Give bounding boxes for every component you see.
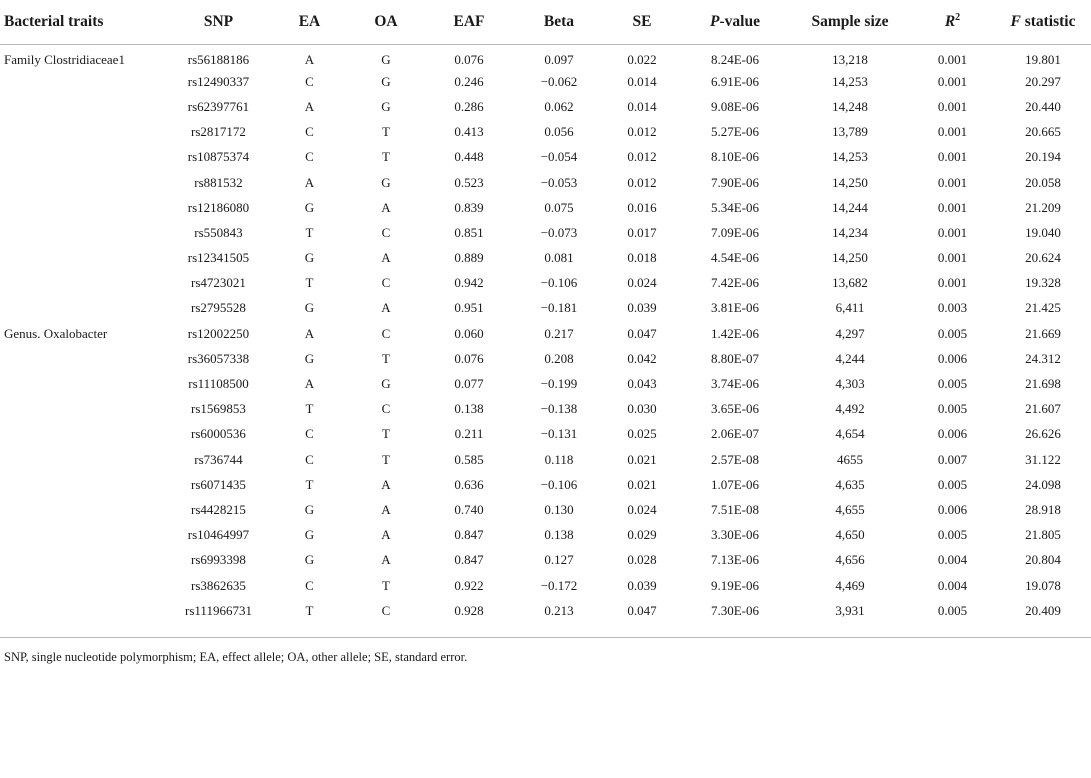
- cell-se: 0.021: [627, 476, 657, 492]
- cell-beta: −0.138: [540, 401, 578, 417]
- cell-beta: −0.181: [540, 300, 578, 316]
- cell-sample-size: 14,253: [832, 149, 868, 165]
- cell-eaf: 0.060: [454, 325, 484, 341]
- cell-p-value: 8.10E-06: [710, 149, 760, 165]
- cell-f-statistic: 20.194: [1025, 149, 1061, 165]
- cell-other-allele: A: [381, 300, 391, 316]
- table-row: [0, 195, 1091, 220]
- cell-se: 0.016: [627, 199, 657, 215]
- header-snp: SNP: [166, 0, 271, 44]
- cell-f-statistic: 21.805: [1025, 527, 1061, 543]
- cell-bacterial-trait: [0, 145, 166, 170]
- cell-sample-size: 4,303: [835, 376, 865, 392]
- cell-snp: rs56188186: [187, 51, 250, 67]
- cell-effect-allele: G: [304, 199, 315, 215]
- cell-eaf: 0.847: [454, 527, 484, 543]
- cell-se: 0.017: [627, 224, 657, 240]
- cell-beta: −0.172: [540, 577, 578, 593]
- table-row: [0, 296, 1091, 321]
- table-row: [0, 120, 1091, 145]
- table-row: [0, 321, 1091, 346]
- cell-r-squared: 0.005: [937, 325, 968, 341]
- cell-r-squared: 0.006: [937, 501, 968, 517]
- cell-beta: 0.056: [544, 124, 574, 140]
- cell-r-squared: 0.001: [937, 174, 968, 190]
- cell-effect-allele: T: [305, 602, 314, 618]
- cell-se: 0.024: [627, 501, 657, 517]
- cell-bacterial-trait: [0, 246, 166, 271]
- cell-effect-allele: G: [304, 527, 315, 543]
- cell-snp: rs6071435: [191, 476, 246, 492]
- cell-sample-size: 4,650: [835, 527, 865, 543]
- table-row: [0, 44, 1091, 69]
- header-bacterial-traits: Bacterial traits: [0, 0, 166, 44]
- cell-effect-allele: C: [305, 451, 314, 467]
- cell-r-squared: 0.006: [937, 426, 968, 442]
- cell-bacterial-trait: [0, 397, 166, 422]
- cell-snp: rs111966731: [185, 602, 252, 618]
- cell-snp: rs3862635: [191, 577, 246, 593]
- cell-eaf: 0.286: [454, 98, 484, 114]
- cell-effect-allele: C: [305, 124, 314, 140]
- cell-f-statistic: 20.297: [1025, 73, 1061, 89]
- cell-eaf: 0.523: [454, 174, 484, 190]
- cell-f-statistic: 31.122: [1025, 451, 1061, 467]
- header-sample-size: Sample size: [790, 0, 910, 44]
- cell-se: 0.014: [627, 98, 657, 114]
- cell-bacterial-trait: [0, 548, 166, 573]
- cell-effect-allele: C: [305, 149, 314, 165]
- cell-beta: −0.062: [540, 73, 578, 89]
- cell-eaf: 0.138: [454, 401, 484, 417]
- cell-snp: rs11108500: [188, 376, 249, 392]
- cell-effect-allele: T: [305, 224, 314, 240]
- cell-snp: rs550843: [194, 224, 243, 240]
- cell-r-squared: 0.005: [937, 527, 968, 543]
- cell-bacterial-trait: Family Clostridiaceae1: [4, 51, 125, 67]
- cell-other-allele: T: [382, 124, 390, 140]
- header-r-sup: 2: [955, 12, 961, 24]
- cell-eaf: 0.922: [454, 577, 484, 593]
- cell-se: 0.029: [627, 527, 657, 543]
- cell-p-value: 4.54E-06: [710, 250, 760, 266]
- cell-beta: −0.199: [540, 376, 578, 392]
- cell-p-value: 2.57E-08: [710, 451, 760, 467]
- cell-eaf: 0.740: [454, 501, 484, 517]
- cell-snp: rs12002250: [187, 325, 250, 341]
- cell-beta: −0.106: [540, 275, 578, 291]
- cell-snp: rs10875374: [187, 149, 250, 165]
- cell-eaf: 0.951: [454, 300, 484, 316]
- cell-other-allele: G: [381, 174, 391, 190]
- cell-bacterial-trait: [0, 94, 166, 119]
- cell-snp: rs10464997: [187, 527, 250, 543]
- cell-p-value: 6.91E-06: [710, 73, 760, 89]
- cell-r-squared: 0.005: [937, 476, 968, 492]
- cell-p-value: 7.90E-06: [710, 174, 760, 190]
- cell-f-statistic: 24.312: [1025, 350, 1061, 366]
- cell-snp: rs881532: [194, 174, 243, 190]
- cell-f-statistic: 20.624: [1025, 250, 1061, 266]
- cell-se: 0.047: [627, 602, 657, 618]
- cell-snp: rs736744: [194, 451, 243, 467]
- cell-other-allele: T: [382, 451, 390, 467]
- cell-p-value: 7.42E-06: [710, 275, 760, 291]
- cell-sample-size: 13,218: [832, 51, 868, 67]
- cell-snp: rs6993398: [191, 552, 246, 568]
- cell-other-allele: T: [382, 149, 390, 165]
- cell-effect-allele: G: [304, 300, 315, 316]
- cell-bacterial-trait: [0, 371, 166, 396]
- cell-beta: 0.130: [544, 501, 574, 517]
- cell-snp: rs6000536: [191, 426, 246, 442]
- cell-sample-size: 3,931: [835, 602, 865, 618]
- table-row: [0, 523, 1091, 548]
- cell-p-value: 7.13E-06: [710, 552, 760, 568]
- cell-effect-allele: A: [304, 376, 315, 392]
- header-p-value: [680, 0, 790, 44]
- cell-beta: −0.053: [540, 174, 578, 190]
- table-row: [0, 69, 1091, 94]
- cell-eaf: 0.942: [454, 275, 484, 291]
- cell-p-value: 5.34E-06: [710, 199, 760, 215]
- cell-bacterial-trait: Genus. Oxalobacter: [4, 325, 108, 341]
- cell-sample-size: 4,654: [835, 426, 865, 442]
- table-row: [0, 472, 1091, 497]
- cell-beta: 0.075: [544, 199, 574, 215]
- cell-eaf: 0.448: [454, 149, 484, 165]
- cell-effect-allele: T: [305, 275, 314, 291]
- cell-se: 0.018: [627, 250, 657, 266]
- cell-other-allele: C: [381, 602, 391, 618]
- table-row: [0, 371, 1091, 396]
- cell-sample-size: 4655: [837, 451, 863, 467]
- cell-se: 0.042: [627, 350, 657, 366]
- cell-p-value: 8.24E-06: [710, 51, 760, 67]
- header-r-squared: [910, 0, 995, 44]
- cell-effect-allele: C: [305, 426, 314, 442]
- cell-eaf: 0.928: [454, 602, 484, 618]
- cell-se: 0.014: [627, 73, 657, 89]
- cell-r-squared: 0.001: [937, 51, 968, 67]
- cell-bacterial-trait: [0, 195, 166, 220]
- cell-r-squared: 0.006: [937, 350, 968, 366]
- cell-p-value: 3.30E-06: [710, 527, 760, 543]
- cell-eaf: 0.246: [454, 73, 484, 89]
- cell-r-squared: 0.001: [937, 149, 968, 165]
- table-row: [0, 573, 1091, 598]
- cell-effect-allele: G: [304, 350, 315, 366]
- cell-f-statistic: 19.801: [1025, 51, 1061, 67]
- cell-f-statistic: 21.425: [1025, 300, 1061, 316]
- cell-f-statistic: 20.058: [1025, 174, 1061, 190]
- cell-bacterial-trait: [0, 170, 166, 195]
- header-f-italic: F: [1010, 12, 1021, 30]
- cell-p-value: 5.27E-06: [710, 124, 760, 140]
- table-row: [0, 220, 1091, 245]
- header-row: [0, 0, 1091, 44]
- cell-beta: −0.106: [540, 476, 578, 492]
- cell-sample-size: 14,234: [832, 224, 868, 240]
- cell-bacterial-trait: [0, 120, 166, 145]
- cell-p-value: 8.80E-07: [710, 350, 760, 366]
- cell-other-allele: T: [382, 577, 390, 593]
- cell-other-allele: C: [381, 224, 391, 240]
- cell-se: 0.039: [627, 577, 657, 593]
- cell-beta: 0.138: [544, 527, 574, 543]
- cell-other-allele: C: [381, 401, 391, 417]
- table-row: [0, 422, 1091, 447]
- cell-f-statistic: 21.669: [1025, 325, 1061, 341]
- cell-sample-size: 4,492: [835, 401, 865, 417]
- cell-beta: 0.217: [544, 325, 574, 341]
- cell-effect-allele: C: [305, 73, 314, 89]
- cell-effect-allele: G: [304, 250, 315, 266]
- cell-bacterial-trait: [0, 523, 166, 548]
- cell-r-squared: 0.007: [937, 451, 968, 467]
- header-f-rest: statistic: [1020, 12, 1076, 30]
- table-row: [0, 346, 1091, 371]
- cell-sample-size: 4,469: [835, 577, 865, 593]
- cell-sample-size: 14,244: [832, 199, 868, 215]
- header-p-italic: P: [710, 12, 720, 30]
- cell-snp: rs36057338: [187, 350, 250, 366]
- header-r-italic: R: [944, 13, 956, 31]
- cell-p-value: 9.19E-06: [710, 577, 760, 593]
- cell-bacterial-trait: [0, 296, 166, 321]
- cell-other-allele: A: [381, 199, 391, 215]
- cell-beta: −0.131: [540, 426, 578, 442]
- cell-bacterial-trait: [0, 271, 166, 296]
- cell-r-squared: 0.005: [937, 602, 968, 618]
- cell-f-statistic: 20.665: [1025, 124, 1061, 140]
- cell-eaf: 0.076: [454, 350, 484, 366]
- cell-f-statistic: 24.098: [1025, 476, 1061, 492]
- cell-p-value: 3.74E-06: [710, 376, 760, 392]
- cell-beta: 0.213: [544, 602, 574, 618]
- cell-bacterial-trait: [0, 573, 166, 598]
- cell-sample-size: 14,250: [832, 250, 868, 266]
- cell-bacterial-trait: [0, 447, 166, 472]
- cell-se: 0.025: [627, 426, 657, 442]
- table-row: [0, 145, 1091, 170]
- cell-effect-allele: T: [305, 401, 314, 417]
- table-row: [0, 497, 1091, 522]
- cell-other-allele: G: [381, 73, 391, 89]
- cell-sample-size: 4,655: [835, 501, 865, 517]
- cell-other-allele: A: [381, 527, 391, 543]
- cell-other-allele: A: [381, 250, 391, 266]
- cell-se: 0.012: [627, 124, 657, 140]
- cell-other-allele: T: [382, 426, 390, 442]
- header-oa: OA: [348, 0, 424, 44]
- header-f-statistic: [995, 0, 1091, 44]
- cell-sample-size: 13,682: [832, 275, 868, 291]
- cell-beta: −0.073: [540, 224, 578, 240]
- cell-f-statistic: 19.040: [1025, 224, 1061, 240]
- cell-effect-allele: A: [304, 325, 315, 341]
- cell-eaf: 0.077: [454, 376, 484, 392]
- cell-p-value: 1.07E-06: [710, 476, 760, 492]
- header-p-rest: -value: [719, 12, 760, 30]
- cell-sample-size: 4,297: [835, 325, 865, 341]
- cell-beta: 0.081: [544, 250, 574, 266]
- cell-f-statistic: 20.440: [1025, 98, 1061, 114]
- table-row: [0, 397, 1091, 422]
- cell-effect-allele: A: [304, 51, 315, 67]
- cell-eaf: 0.851: [454, 224, 484, 240]
- cell-p-value: 1.42E-06: [710, 325, 760, 341]
- table-body: [0, 44, 1091, 623]
- cell-p-value: 3.65E-06: [710, 401, 760, 417]
- cell-eaf: 0.636: [454, 476, 484, 492]
- cell-r-squared: 0.004: [937, 552, 968, 568]
- cell-effect-allele: T: [305, 476, 314, 492]
- cell-r-squared: 0.004: [937, 577, 968, 593]
- cell-snp: rs12490337: [187, 73, 250, 89]
- cell-bacterial-trait: [0, 346, 166, 371]
- cell-p-value: 7.30E-06: [710, 602, 760, 618]
- cell-effect-allele: C: [305, 577, 314, 593]
- cell-sample-size: 14,250: [832, 174, 868, 190]
- cell-se: 0.012: [627, 174, 657, 190]
- cell-eaf: 0.839: [454, 199, 484, 215]
- cell-sample-size: 14,253: [832, 73, 868, 89]
- cell-bacterial-trait: [0, 472, 166, 497]
- header-beta: Beta: [514, 0, 604, 44]
- cell-bacterial-trait: [0, 598, 166, 623]
- cell-f-statistic: 19.328: [1025, 275, 1061, 291]
- cell-se: 0.012: [627, 149, 657, 165]
- cell-se: 0.024: [627, 275, 657, 291]
- cell-f-statistic: 20.409: [1025, 602, 1061, 618]
- cell-effect-allele: A: [304, 174, 315, 190]
- cell-eaf: 0.847: [454, 552, 484, 568]
- cell-bacterial-trait: [0, 220, 166, 245]
- table-row: [0, 246, 1091, 271]
- table-row: [0, 598, 1091, 623]
- cell-sample-size: 4,244: [835, 350, 865, 366]
- cell-other-allele: A: [381, 476, 391, 492]
- cell-p-value: 3.81E-06: [710, 300, 760, 316]
- cell-p-value: 2.06E-07: [710, 426, 760, 442]
- cell-r-squared: 0.001: [937, 275, 968, 291]
- cell-p-value: 7.09E-06: [710, 224, 760, 240]
- cell-other-allele: A: [381, 552, 391, 568]
- cell-f-statistic: 21.698: [1025, 376, 1061, 392]
- cell-r-squared: 0.005: [937, 401, 968, 417]
- cell-other-allele: G: [381, 376, 391, 392]
- header-eaf: EAF: [424, 0, 514, 44]
- cell-bacterial-trait: [0, 422, 166, 447]
- cell-f-statistic: 19.078: [1025, 577, 1061, 593]
- cell-bacterial-trait: [0, 497, 166, 522]
- cell-se: 0.022: [627, 51, 657, 67]
- cell-se: 0.039: [627, 300, 657, 316]
- cell-beta: 0.118: [544, 451, 574, 467]
- cell-f-statistic: 26.626: [1025, 426, 1061, 442]
- cell-se: 0.021: [627, 451, 657, 467]
- table-footnote: SNP, single nucleotide polymorphism; EA, effect allele; OA, other allele; SE, standard error.: [4, 650, 468, 665]
- cell-f-statistic: 21.607: [1025, 401, 1061, 417]
- cell-other-allele: C: [381, 275, 391, 291]
- cell-r-squared: 0.005: [937, 376, 968, 392]
- cell-se: 0.043: [627, 376, 657, 392]
- cell-other-allele: A: [381, 501, 391, 517]
- table-row: [0, 94, 1091, 119]
- cell-eaf: 0.211: [454, 426, 484, 442]
- header-ea: EA: [271, 0, 348, 44]
- header-se: SE: [604, 0, 680, 44]
- table-row: [0, 447, 1091, 472]
- cell-se: 0.028: [627, 552, 657, 568]
- cell-effect-allele: A: [304, 98, 315, 114]
- cell-snp: rs2795528: [191, 300, 246, 316]
- cell-p-value: 7.51E-08: [710, 501, 760, 517]
- cell-beta: 0.208: [544, 350, 574, 366]
- cell-beta: 0.127: [544, 552, 574, 568]
- cell-f-statistic: 20.804: [1025, 552, 1061, 568]
- cell-snp: rs4723021: [191, 275, 246, 291]
- cell-beta: 0.097: [544, 51, 574, 67]
- cell-snp: rs4428215: [191, 501, 246, 517]
- cell-sample-size: 6,411: [835, 300, 865, 316]
- cell-other-allele: G: [381, 98, 391, 114]
- cell-beta: −0.054: [540, 149, 578, 165]
- cell-r-squared: 0.001: [937, 199, 968, 215]
- cell-snp: rs1569853: [191, 401, 246, 417]
- cell-se: 0.047: [627, 325, 657, 341]
- cell-beta: 0.062: [544, 98, 574, 114]
- cell-r-squared: 0.001: [937, 250, 968, 266]
- cell-eaf: 0.585: [454, 451, 484, 467]
- table-row: [0, 548, 1091, 573]
- cell-snp: rs12186080: [187, 199, 250, 215]
- cell-other-allele: T: [382, 350, 390, 366]
- cell-bacterial-trait: [0, 69, 166, 94]
- table-row: [0, 271, 1091, 296]
- cell-other-allele: C: [381, 325, 391, 341]
- table-row: [0, 170, 1091, 195]
- cell-eaf: 0.076: [454, 51, 484, 67]
- cell-sample-size: 13,789: [832, 124, 868, 140]
- cell-other-allele: G: [381, 51, 391, 67]
- cell-effect-allele: G: [304, 552, 315, 568]
- cell-eaf: 0.413: [454, 124, 484, 140]
- cell-p-value: 9.08E-06: [710, 98, 760, 114]
- cell-eaf: 0.889: [454, 250, 484, 266]
- cell-f-statistic: 21.209: [1025, 199, 1061, 215]
- cell-r-squared: 0.001: [937, 73, 968, 89]
- cell-r-squared: 0.001: [937, 124, 968, 140]
- cell-sample-size: 14,248: [832, 98, 868, 114]
- cell-sample-size: 4,635: [835, 476, 865, 492]
- cell-snp: rs2817172: [191, 124, 246, 140]
- cell-sample-size: 4,656: [835, 552, 865, 568]
- cell-f-statistic: 28.918: [1025, 501, 1061, 517]
- cell-se: 0.030: [627, 401, 657, 417]
- cell-snp: rs62397761: [187, 98, 250, 114]
- cell-r-squared: 0.001: [937, 224, 968, 240]
- cell-r-squared: 0.001: [937, 98, 968, 114]
- cell-effect-allele: G: [304, 501, 315, 517]
- cell-r-squared: 0.003: [937, 300, 968, 316]
- cell-snp: rs12341505: [187, 250, 250, 266]
